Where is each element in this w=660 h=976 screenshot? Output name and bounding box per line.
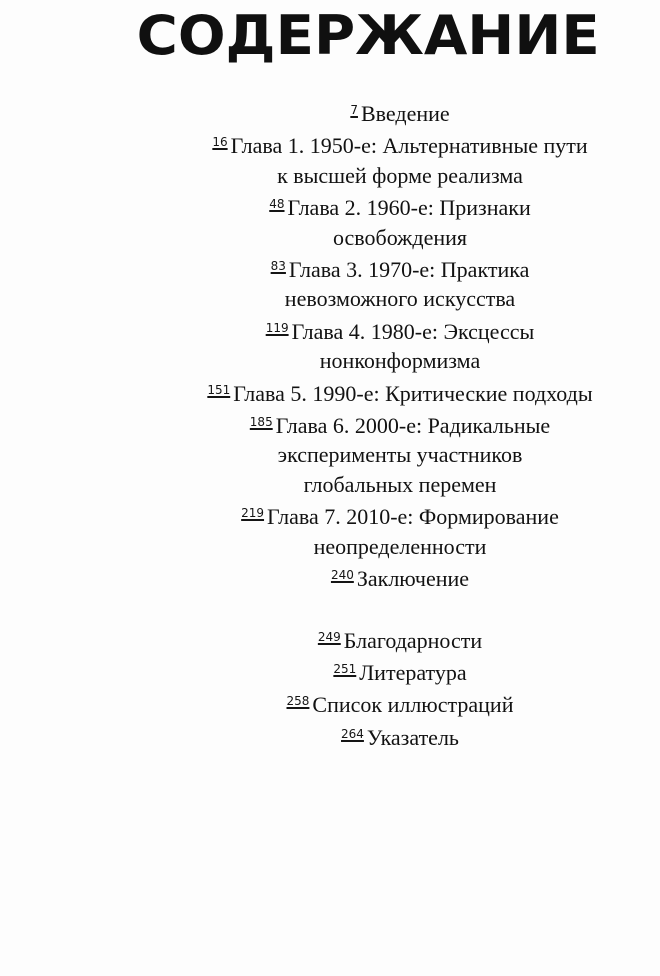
entry-title: Глава 1. 1950-е: Альтернативные пути — [230, 133, 588, 159]
toc-entry-chapter-2 — [150, 190, 650, 252]
toc-entry-chapter-6 — [150, 408, 650, 499]
entry-title: Литература — [359, 659, 467, 685]
entry-title: Глава 3. 1970-е: Практика — [288, 257, 530, 283]
section-gap — [150, 594, 650, 623]
page-number: 219 — [241, 506, 265, 521]
toc-entry-line — [150, 499, 650, 531]
toc-entry-line — [150, 720, 650, 752]
entry-title: Глава 5. 1990-е: Критические подходы — [233, 380, 593, 406]
toc-entry-index — [150, 720, 650, 752]
page-number: 119 — [265, 320, 289, 335]
toc-entry-illustrations — [150, 687, 650, 719]
entry-title-continuation: нонконформизма — [319, 348, 481, 374]
page-number: 251 — [333, 661, 357, 676]
toc-entry-chapter-5 — [150, 376, 650, 408]
entry-title: Глава 6. 2000-е: Радикальные — [275, 413, 551, 439]
entry-title: Глава 2. 1960-е: Признаки — [287, 195, 531, 221]
entry-title: Указатель — [366, 724, 459, 750]
toc-entry-line — [150, 314, 650, 346]
entry-title-continuation: эксперименты участников — [277, 442, 523, 468]
entry-title-continuation: глобальных перемен — [303, 471, 497, 497]
entry-title-continuation: неопределенности — [313, 533, 487, 559]
toc-entry-conclusion — [150, 561, 650, 593]
page-number: 7 — [350, 103, 358, 117]
table-of-contents — [150, 96, 650, 752]
toc-entry-line — [150, 96, 650, 128]
entry-title: Введение — [360, 101, 450, 126]
entry-title: Глава 4. 1980-е: Эксцессы — [291, 318, 535, 344]
entry-title: Заключение — [356, 566, 470, 592]
entry-title: Благодарности — [343, 627, 483, 653]
toc-entry-line — [150, 623, 650, 655]
toc-entry-line — [150, 561, 650, 593]
toc-entry-line — [150, 408, 650, 440]
toc-entry-acknowledgements — [150, 623, 650, 655]
entry-title: Список иллюстраций — [312, 692, 514, 718]
page-number: 240 — [330, 568, 354, 583]
entry-title-continuation: невозможного искусства — [284, 286, 516, 312]
toc-entry-line — [150, 687, 650, 719]
toc-entry-chapter-3 — [150, 252, 650, 314]
toc-entry-line — [150, 190, 650, 222]
toc-entry-line — [150, 376, 650, 408]
toc-entry-chapter-4 — [150, 314, 650, 376]
entry-title: Глава 7. 2010-е: Формирование — [267, 504, 559, 530]
toc-entry-chapter-7 — [150, 499, 650, 561]
page-title: СОДЕРЖАНИЕ — [136, 4, 600, 67]
toc-entry-line — [150, 655, 650, 687]
page-number: 258 — [286, 694, 310, 709]
entry-title-continuation: к высшей форме реализма — [277, 162, 523, 188]
toc-entry-introduction — [150, 96, 650, 128]
page-number: 185 — [249, 415, 273, 430]
page-number: 48 — [269, 197, 285, 212]
page-number: 16 — [212, 135, 228, 150]
page-number: 249 — [317, 629, 341, 644]
page-number: 83 — [270, 259, 286, 274]
toc-entry-line — [150, 128, 650, 160]
toc-entry-bibliography — [150, 655, 650, 687]
entry-title-continuation: освобождения — [332, 224, 468, 250]
page-number: 264 — [341, 726, 364, 741]
page-number: 151 — [207, 382, 231, 397]
toc-entry-chapter-1 — [150, 128, 650, 190]
toc-entry-line — [150, 252, 650, 284]
